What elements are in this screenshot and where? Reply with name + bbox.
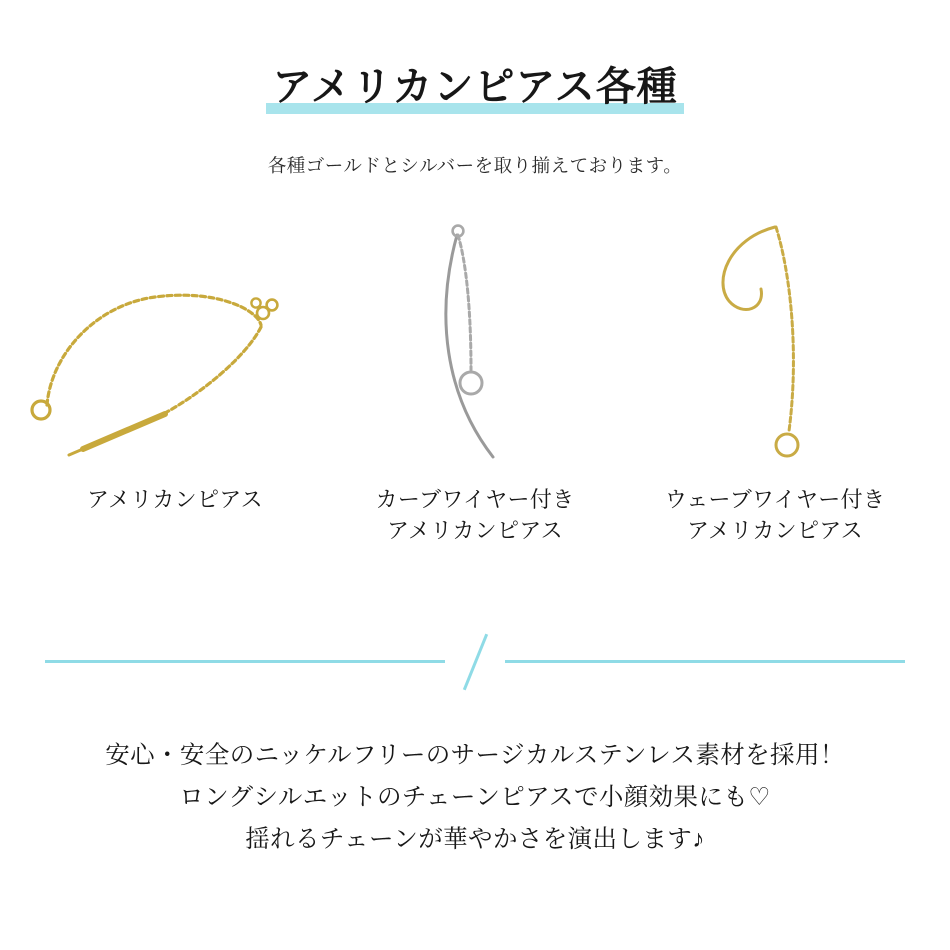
page-title-container <box>0 62 950 116</box>
product-item-curve-wire-american-pierce <box>325 205 625 546</box>
product-caption <box>87 484 263 515</box>
product-caption-line2: アメリカンピアス <box>387 518 563 544</box>
gold-wave-wire-threader-earring-icon <box>625 205 925 470</box>
product-caption-line1: ウェーブワイヤー付き <box>664 487 886 512</box>
page-title-text: アメリカンピアス各種 <box>272 65 678 109</box>
footer-line-3: 揺れるチェーンが華やかさを演出します♪ <box>245 826 705 854</box>
product-caption <box>665 484 885 546</box>
product-list <box>0 205 950 546</box>
product-caption <box>376 484 575 546</box>
footer-description <box>0 735 950 861</box>
product-item-american-pierce <box>25 205 325 515</box>
silver-curve-wire-threader-earring-icon <box>325 205 625 470</box>
divider-bar-left <box>45 660 445 663</box>
footer-line-2: ロングシルエットのチェーンピアスで小顔効果にも♡ <box>179 784 771 812</box>
divider-bar-right <box>505 660 905 663</box>
divider-slash-icon <box>463 634 488 691</box>
section-divider <box>0 660 950 710</box>
gold-chain-threader-earring-icon <box>25 205 325 470</box>
footer-line-1: 安心・安全のニッケルフリーのサージカルステンレス素材を採用！ <box>105 742 845 769</box>
product-caption-line2: アメリカンピアス <box>687 518 863 544</box>
product-caption-line1: アメリカンピアス <box>87 487 263 512</box>
product-caption-line1: カーブワイヤー付き <box>375 487 575 512</box>
page-title <box>266 62 684 116</box>
product-item-wave-wire-american-pierce <box>625 205 925 546</box>
page-subtitle: 各種ゴールドとシルバーを取り揃えております。 <box>267 155 683 176</box>
